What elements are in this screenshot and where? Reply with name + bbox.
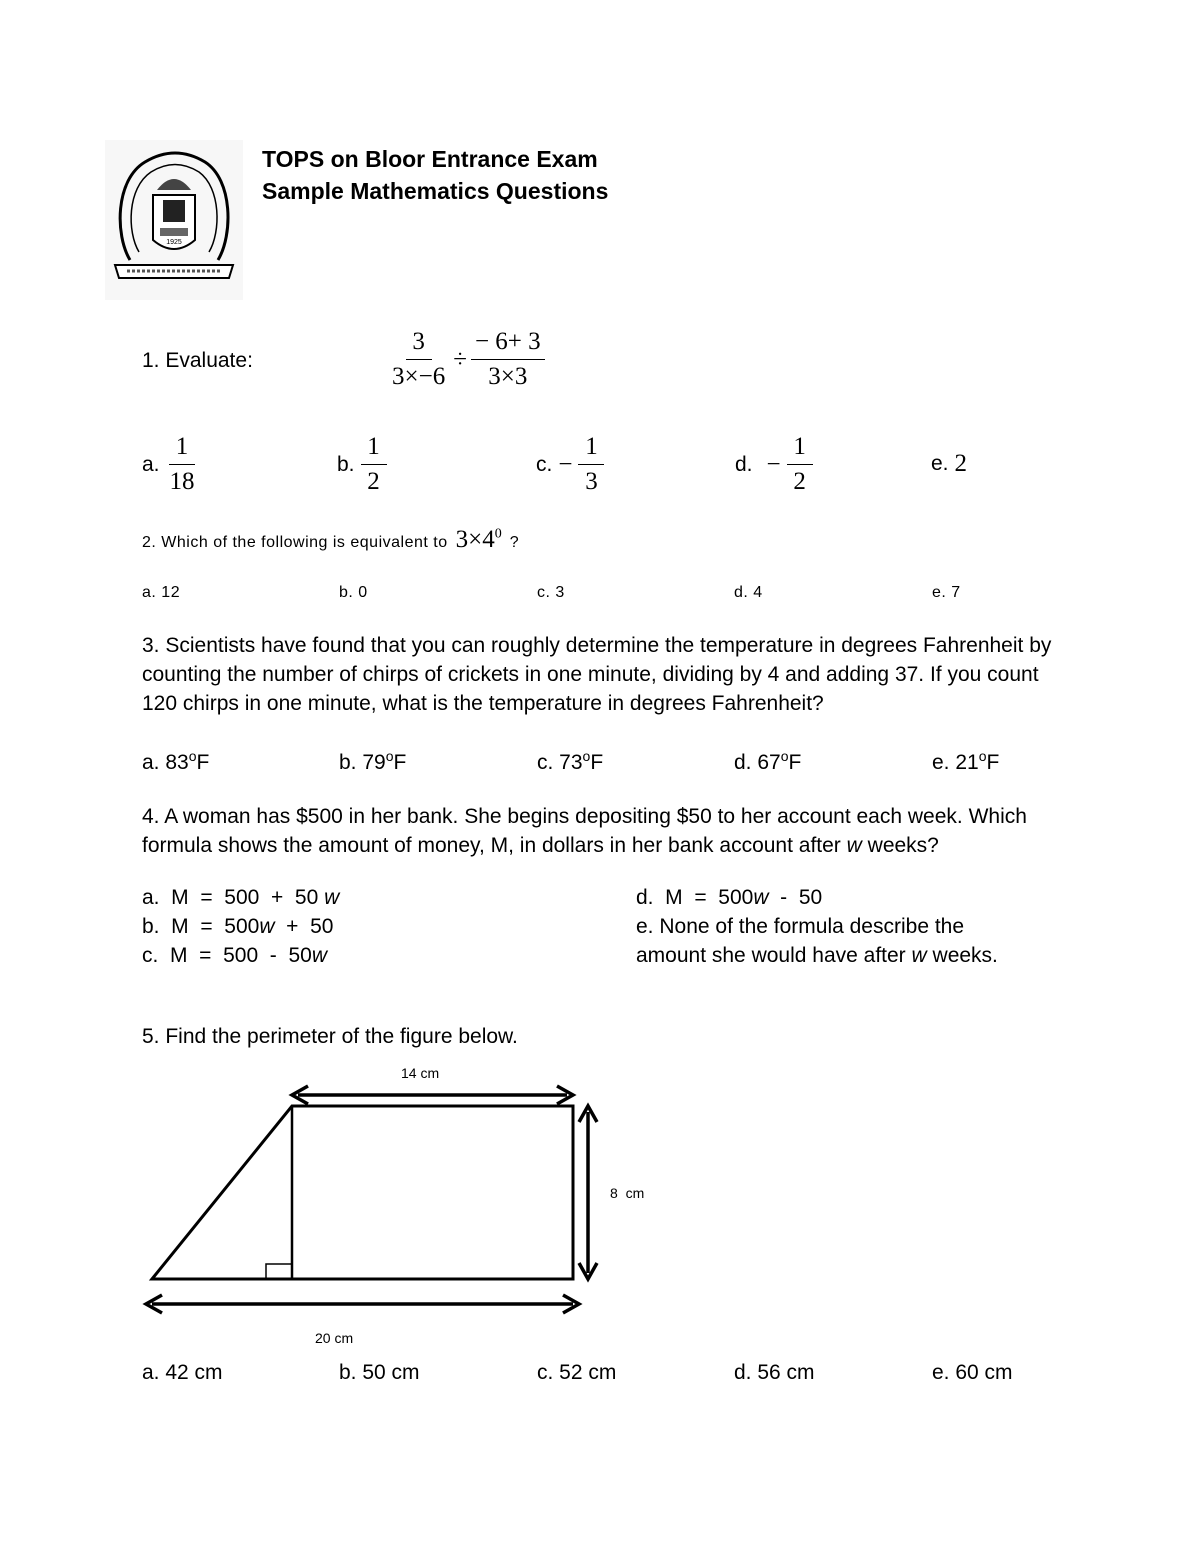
q2-option-e[interactable]: e. 7 <box>932 584 961 601</box>
label-right-8cm: 8 cm <box>610 1185 645 1201</box>
q2-option-d[interactable]: d. 4 <box>734 584 763 601</box>
q4-option-e-line-1[interactable]: e. None of the formula describe the <box>636 915 965 938</box>
q5-option-a[interactable]: a. 42 cm <box>142 1361 223 1384</box>
q3-option-e[interactable]: e. 21$^o$F <box>932 748 1000 774</box>
q2-prompt: 2. Which of the following is equivalent to $3\times 4^0$ ? <box>142 526 520 553</box>
q5-option-d[interactable]: d. 56 cm <box>734 1361 815 1384</box>
q3-option-c[interactable]: c. 73$^o$F <box>537 748 604 774</box>
q4-option-d[interactable]: d. M = 500w - 50 <box>636 886 823 909</box>
title-line-2: Sample Mathematics Questions <box>262 178 609 204</box>
q3-option-b[interactable]: b. 79$^o$F <box>339 748 407 774</box>
q1-prompt: 1. Evaluate: <box>142 349 253 372</box>
q2-option-c[interactable]: c. 3 <box>537 584 565 601</box>
q5-option-c[interactable]: c. 52 cm <box>537 1361 617 1384</box>
q5-option-b[interactable]: b. 50 cm <box>339 1361 420 1384</box>
q1-option-b[interactable]: b. $\frac{1}{2}$ <box>337 432 387 497</box>
q2-option-a[interactable]: a. 12 <box>142 584 181 601</box>
title-line-1: TOPS on Bloor Entrance Exam <box>262 146 598 172</box>
q1-fraction-2: $\frac{- 6+ 3}{3\times 3}$ <box>471 327 545 392</box>
crest-lettering: 1925 <box>166 239 182 246</box>
q1-option-d[interactable]: d. − $\frac{1}{2}$ <box>735 432 813 497</box>
q4-option-a[interactable]: a. M = 500 + 50 w <box>142 886 340 909</box>
q1-option-c[interactable]: c. − $\frac{1}{3}$ <box>536 432 604 497</box>
q4-text-line-1: 4. A woman has $500 in her bank. She begins depositing $50 to her account each week. Which <box>142 805 1027 828</box>
q4-option-e-line-2[interactable]: amount she would have after w weeks. <box>636 944 998 967</box>
q4-text-line-2: formula shows the amount of money, M, in dollars in her bank account after w weeks? <box>142 834 939 857</box>
label-top-14cm: 14 cm <box>401 1065 440 1081</box>
school-crest <box>105 140 243 300</box>
q1-fraction-1: $\frac{3}{3\times-6}$ <box>392 328 446 390</box>
q4-option-c[interactable]: c. M = 500 - 50w <box>142 944 327 967</box>
q3-option-a[interactable]: a. 83$^o$F <box>142 748 210 774</box>
trapezoid-shape <box>152 1106 573 1279</box>
q1-option-e[interactable]: e. 2 <box>931 450 968 477</box>
q4-option-b[interactable]: b. M = 500w + 50 <box>142 915 334 938</box>
right-angle-marker <box>266 1264 292 1279</box>
q3-option-d[interactable]: d. 67$^o$F <box>734 748 802 774</box>
q1-option-a[interactable]: a. $\frac{1}{18}$ <box>142 433 195 495</box>
label-bottom-20cm: 20 cm <box>315 1330 354 1346</box>
q3-text: 3. Scientists have found that you can roughly determine the temperature in degrees Fahrenheit by counting the number of chirps of crickets in one minute, dividing by 4 and adding 37. If you count 120 chirps in one minute, what is the temperature in degrees Fahrenheit? <box>142 634 1052 715</box>
q5-prompt: 5. Find the perimeter of the figure below. <box>142 1025 518 1048</box>
q5-option-e[interactable]: e. 60 cm <box>932 1361 1013 1384</box>
q1-expression: $\frac{3}{3\times-6}$ ÷ $\frac{- 6+ 3}{3\times 3}$ <box>388 327 545 392</box>
q2-option-b[interactable]: b. 0 <box>339 584 368 601</box>
